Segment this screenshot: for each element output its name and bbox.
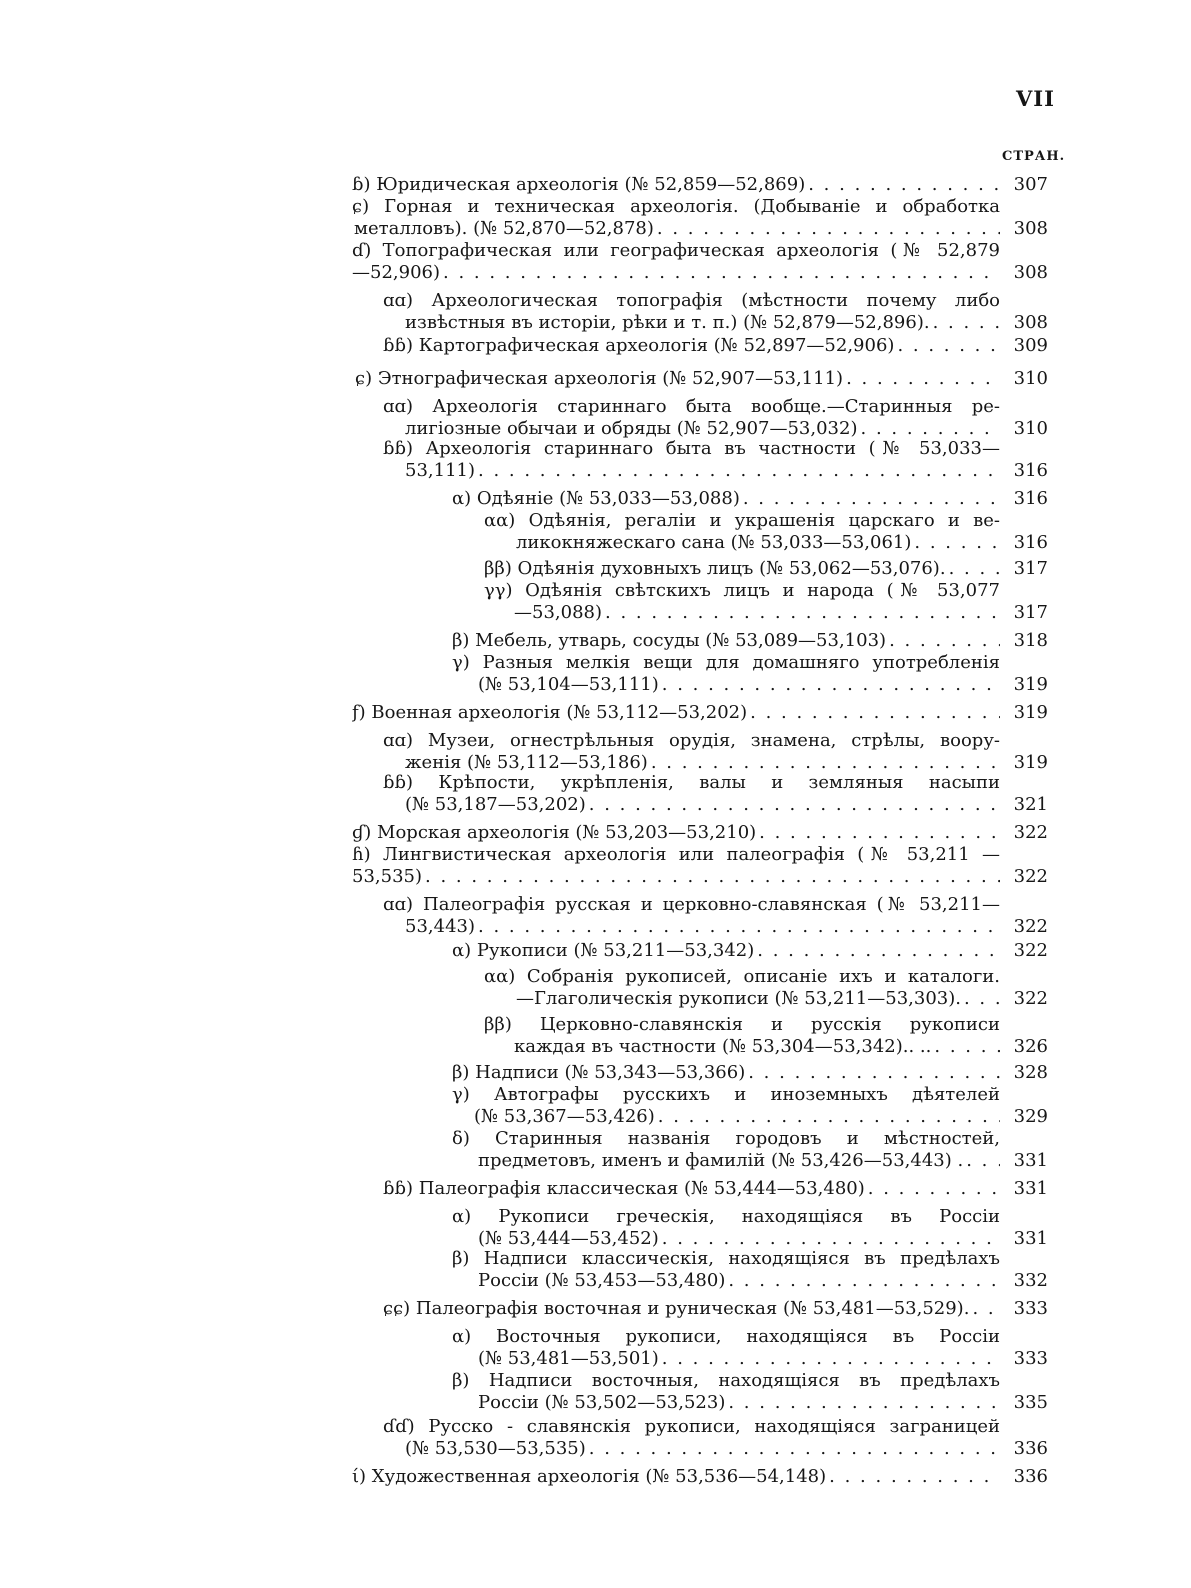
dot-leader — [422, 866, 1000, 888]
toc-entry-line — [478, 1270, 1000, 1292]
toc-page-number: 310 — [1013, 418, 1048, 439]
toc-entry-text: β) Надписи классическія, находящіяся въ предѣлахъ — [452, 1248, 1000, 1269]
dot-leader — [659, 1228, 1000, 1250]
toc-entry-text: ί) Художественная археологія (№ 53,536—54,148) — [352, 1466, 827, 1487]
toc-page-number: 310 — [1013, 368, 1048, 389]
toc-page-number: 318 — [1013, 630, 1048, 651]
dot-leader — [648, 752, 1000, 774]
toc-page-number: 308 — [1013, 218, 1048, 239]
dot-leader — [931, 1036, 1000, 1058]
toc-entry-text: ɑɑ) Археологическая топографія (мѣстности почему либо — [383, 290, 1000, 311]
toc-entry-line — [383, 438, 1000, 460]
toc-entry-text: ɦ) Лингвистическая археологія или палеографія (№ 53,211 — — [352, 844, 1000, 865]
toc-entry-line — [352, 240, 1000, 262]
toc-entry-text: —53,088) — [514, 602, 603, 623]
toc-entry-line — [452, 1370, 1000, 1392]
toc-entry-text: ƒ) Военная археологія (№ 53,112—53,202) — [352, 702, 748, 723]
dot-leader — [602, 602, 1000, 624]
toc-entry-line — [516, 532, 1000, 554]
toc-entry-text: β) Надписи (№ 53,343—53,366) — [452, 1062, 746, 1083]
toc-entry-text: (№ 53,444—53,452) — [478, 1228, 659, 1249]
toc-entry-text: αα) Собранія рукописей, описаніе ихъ и каталоги. — [484, 966, 1000, 987]
dot-leader — [843, 368, 1000, 390]
toc-page-number: 321 — [1013, 794, 1048, 815]
dot-leader — [586, 1438, 1000, 1460]
dot-leader — [586, 794, 1000, 816]
toc-entry-text: (№ 53,367—53,426) — [474, 1106, 655, 1127]
toc-entry-line — [383, 1416, 1000, 1438]
toc-entry-line — [452, 940, 1000, 962]
toc-entry-text: ɠ) Морская археологія (№ 53,203—53,210) — [352, 822, 757, 843]
toc-entry-text: ɑɑ) Музеи, огнестрѣльныя орудія, знамена, стрѣлы, воору- — [383, 730, 1000, 751]
toc-page-number: 336 — [1013, 1466, 1048, 1487]
toc-entry-line — [405, 794, 1000, 816]
toc-entry-text: α) Рукописи (№ 53,211—53,342) — [452, 940, 755, 961]
toc-entry-text: извѣстныя въ исторіи, рѣки и т. п.) (№ 52,879—52,896). — [405, 312, 930, 333]
toc-entry-line — [452, 1084, 1000, 1106]
toc-entry-text: δ) Старинныя названія городовъ и мѣстностей, — [452, 1128, 1000, 1149]
dot-leader — [475, 460, 1000, 482]
toc-entry-line — [484, 1014, 1000, 1036]
toc-entry-text: Россіи (№ 53,453—53,480) — [478, 1270, 726, 1291]
toc-entry-line — [514, 1036, 1000, 1058]
toc-page-number: 316 — [1013, 488, 1048, 509]
toc-page-number: 307 — [1013, 174, 1048, 195]
toc-entry-line — [516, 988, 1000, 1010]
dot-leader — [747, 702, 1000, 724]
dot-leader — [911, 532, 1000, 554]
toc-entry-text: ɓɓ) Крѣпости, укрѣпленія, валы и земляныя насыпи — [383, 772, 1000, 793]
dot-leader — [946, 558, 1000, 580]
dot-leader — [756, 822, 1000, 844]
toc-page-number: 316 — [1013, 460, 1048, 481]
toc-entry-line — [478, 1392, 1000, 1414]
toc-page-number: 317 — [1013, 558, 1048, 579]
toc-entry-line — [484, 558, 1000, 580]
toc-entry-line — [405, 916, 1000, 938]
dot-leader — [659, 674, 1000, 696]
toc-entry-text: ɓɓ) Картографическая археологія (№ 52,897—52,906) — [383, 335, 895, 356]
toc-page-number: 308 — [1013, 312, 1048, 333]
toc-entry-text: 53,535) — [352, 866, 423, 887]
dot-leader — [440, 262, 1000, 284]
toc-entry-line — [452, 1326, 1000, 1348]
toc-entry-line — [452, 1206, 1000, 1228]
toc-entry-text: γ) Автографы русскихъ и иноземныхъ дѣятелей — [452, 1084, 1000, 1105]
toc-entry-text: ɑɑ) Археологія стариннаго быта вообще.—Старинныя ре- — [383, 396, 1000, 417]
toc-entry-text: α) Рукописи греческія, находящіяся въ Россіи — [452, 1206, 1000, 1227]
toc-entry-line — [383, 335, 1000, 357]
toc-page-number: 333 — [1013, 1298, 1048, 1319]
toc-page-number: 319 — [1013, 674, 1048, 695]
toc-entry-line — [352, 844, 1000, 866]
toc-page-number: 331 — [1013, 1178, 1048, 1199]
toc-page-number: 326 — [1013, 1036, 1048, 1057]
toc-entry-line — [383, 396, 1000, 418]
toc-page-number: 329 — [1013, 1106, 1048, 1127]
dot-leader — [655, 1106, 1000, 1128]
toc-page-number: 331 — [1013, 1228, 1048, 1249]
toc-entry-text: ββ) Одѣянія духовныхъ лицъ (№ 53,062—53,076). — [484, 558, 946, 579]
toc-entry-text: ɗ) Топографическая или географическая археологія (№ 52,879 — [352, 240, 1000, 261]
dot-leader — [805, 174, 1000, 196]
dot-leader — [754, 940, 1000, 962]
toc-entry-text: —52,906) — [352, 262, 441, 283]
toc-entry-line — [352, 174, 1000, 196]
dot-leader — [659, 1348, 1000, 1370]
toc-entry-line — [383, 772, 1000, 794]
toc-entry-line — [514, 602, 1000, 624]
toc-entry-text: металловъ). (№ 52,870—52,878) — [354, 218, 654, 239]
toc-entry-line — [478, 1150, 1000, 1172]
page-number: VII — [1016, 86, 1055, 111]
toc-page-number: 319 — [1013, 702, 1048, 723]
toc-page-number: 317 — [1013, 602, 1048, 623]
toc-page-number: 332 — [1013, 1270, 1048, 1291]
toc-entry-line — [452, 1248, 1000, 1270]
dot-leader — [865, 1178, 1000, 1200]
toc-page-number: 316 — [1013, 532, 1048, 553]
toc-entry-line — [452, 630, 1000, 652]
toc-entry-line — [405, 1438, 1000, 1460]
toc-entry-text: (№ 53,187—53,202) — [405, 794, 586, 815]
toc-entry-text: ɕ) Горная и техническая археологія. (Добываніе и обработка — [352, 196, 1000, 217]
page-column-header: СТРАН. — [1002, 149, 1066, 164]
toc-page-number: 308 — [1013, 262, 1048, 283]
toc-entry-line — [452, 652, 1000, 674]
toc-entry-line — [352, 196, 1000, 218]
toc-entry-line — [478, 674, 1000, 696]
dot-leader — [930, 312, 1000, 334]
toc-entry-line — [354, 218, 1000, 240]
dot-leader — [961, 988, 1000, 1010]
toc-page-number: 319 — [1013, 752, 1048, 773]
toc-entry-line — [352, 822, 1000, 844]
toc-entry-text: ɓɓ) Археологія стариннаго быта въ частности (№ 53,033— — [383, 438, 1000, 459]
toc-entry-line — [484, 510, 1000, 532]
toc-entry-text: β) Надписи восточныя, находящіяся въ предѣлахъ — [452, 1370, 1000, 1391]
toc-entry-line — [383, 730, 1000, 752]
dot-leader — [826, 1466, 1000, 1488]
toc-page-number: 328 — [1013, 1062, 1048, 1083]
toc-entry-text: ликокняжескаго сана (№ 53,033—53,061) — [516, 532, 912, 553]
toc-entry-line — [383, 1298, 1000, 1320]
dot-leader — [740, 488, 1000, 510]
toc-entry-text: β) Мебель, утварь, сосуды (№ 53,089—53,103) — [452, 630, 887, 651]
toc-entry-text: женія (№ 53,112—53,186) — [405, 752, 648, 773]
toc-page-number: 322 — [1013, 988, 1048, 1009]
toc-entry-line — [355, 368, 1000, 390]
toc-entry-line — [405, 752, 1000, 774]
toc-page-number: 331 — [1013, 1150, 1048, 1171]
toc-entry-text: ɑɑ) Палеографія русская и церковно-славянская (№ 53,211— — [383, 894, 1000, 915]
toc-entry-text: ɓ) Юридическая археологія (№ 52,859—52,869) — [352, 174, 806, 195]
toc-page-number: 322 — [1013, 866, 1048, 887]
toc-page-number: 309 — [1013, 335, 1048, 356]
toc-entry-text: ɗɗ) Русско - славянскія рукописи, находящіяся заграницей — [383, 1416, 1000, 1437]
toc-entry-text: каждая въ частности (№ 53,304—53,342).. .. — [514, 1036, 932, 1057]
dot-leader — [963, 1150, 1000, 1172]
toc-entry-text: Россіи (№ 53,502—53,523) — [478, 1392, 726, 1413]
toc-entry-line — [452, 488, 1000, 510]
toc-entry-line — [405, 312, 1000, 334]
toc-entry-text: предметовъ, именъ и фамилій (№ 53,426—53,443) . — [478, 1150, 964, 1171]
toc-entry-line — [352, 262, 1000, 284]
dot-leader — [745, 1062, 1000, 1084]
toc-entry-text: 53,111) — [405, 460, 476, 481]
toc-entry-text: ββ) Церковно-славянскія и русскія рукописи — [484, 1014, 1000, 1035]
toc-entry-line — [352, 702, 1000, 724]
dot-leader — [894, 335, 1000, 357]
toc-entry-text: 53,443) — [405, 916, 476, 937]
toc-entry-line — [484, 966, 1000, 988]
toc-entry-line — [484, 580, 1000, 602]
dot-leader — [886, 630, 1000, 652]
toc-page-number: 322 — [1013, 822, 1048, 843]
toc-page-number: 336 — [1013, 1438, 1048, 1459]
toc-entry-text: α) Восточныя рукописи, находящіяся въ Россіи — [452, 1326, 1000, 1347]
toc-entry-text: ɓɓ) Палеографія классическая (№ 53,444—53,480) — [383, 1178, 865, 1199]
dot-leader — [969, 1298, 1000, 1320]
dot-leader — [725, 1392, 1000, 1414]
toc-entry-text: γ) Разныя мелкія вещи для домашняго употребленія — [452, 652, 1000, 673]
toc-entry-line — [352, 1466, 1000, 1488]
toc-entry-line — [352, 866, 1000, 888]
toc-entry-text: (№ 53,530—53,535) — [405, 1438, 586, 1459]
dot-leader — [654, 218, 1000, 240]
dot-leader — [475, 916, 1000, 938]
toc-entry-text: (№ 53,104—53,111) — [478, 674, 659, 695]
toc-entry-line — [478, 1228, 1000, 1250]
toc-entry-line — [405, 460, 1000, 482]
toc-entry-text: (№ 53,481—53,501) — [478, 1348, 659, 1369]
toc-entry-line — [383, 894, 1000, 916]
toc-entry-text: α) Одѣяніе (№ 53,033—53,088) — [452, 488, 740, 509]
toc-entry-line — [452, 1128, 1000, 1150]
toc-page-number: 333 — [1013, 1348, 1048, 1369]
toc-entry-text: ɕɕ) Палеографія восточная и руническая (№ 53,481—53,529). — [383, 1298, 970, 1319]
toc-entry-line — [405, 418, 1000, 440]
toc-page-number: 335 — [1013, 1392, 1048, 1413]
toc-entry-line — [452, 1062, 1000, 1084]
toc-entry-text: αα) Одѣянія, регаліи и украшенія царскаго и ве- — [484, 510, 1000, 531]
toc-page-number: 322 — [1013, 916, 1048, 937]
toc-entry-text: γγ) Одѣянія свѣтскихъ лицъ и народа (№ 53,077 — [484, 580, 1000, 601]
toc-entry-line — [478, 1348, 1000, 1370]
toc-entry-text: лигіозные обычаи и обряды (№ 52,907—53,032) — [405, 418, 858, 439]
toc-entry-text: —Глаголическія рукописи (№ 53,211—53,303). — [516, 988, 961, 1009]
toc-entry-line — [474, 1106, 1000, 1128]
toc-page-number: 322 — [1013, 940, 1048, 961]
toc-entry-text: ɕ) Этнографическая археологія (№ 52,907—53,111) — [355, 368, 844, 389]
toc-entry-line — [383, 1178, 1000, 1200]
dot-leader — [725, 1270, 1000, 1292]
dot-leader — [858, 418, 1001, 440]
toc-entry-line — [383, 290, 1000, 312]
